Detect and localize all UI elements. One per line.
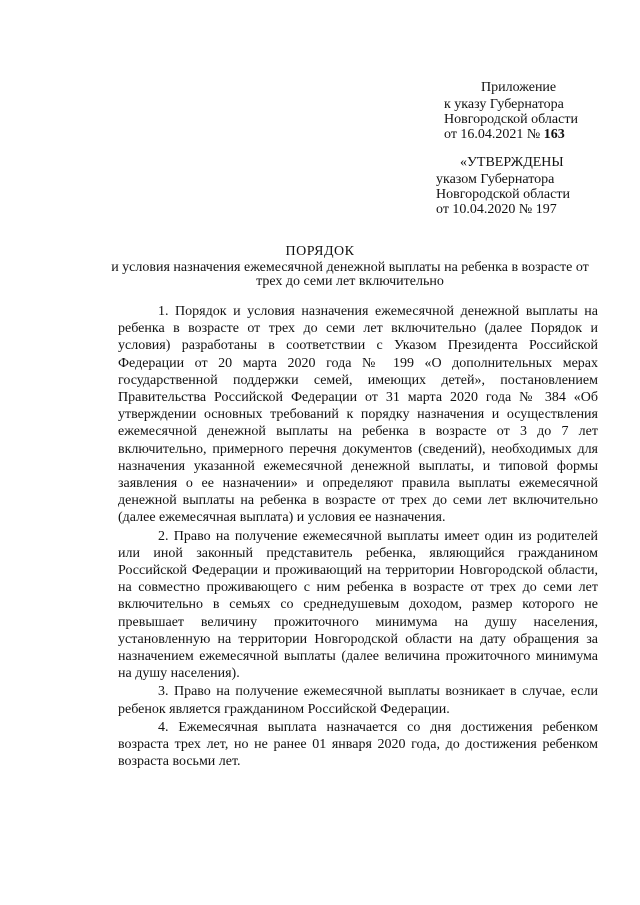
approved-line-2: Новгородской области [436,187,570,202]
approved-line-1: указом Губернатора [436,172,555,187]
paragraph-3: 3. Право на получение ежемесячной выплаты возникает в случае, если ребенок является гражданином Российской Федерации. [118,684,598,717]
appendix-date-line [444,127,578,142]
approved-line-3: от 10.04.2020 № 197 [436,202,557,217]
paragraph-1: 1. Порядок и условия назначения ежемесячной денежной выплаты на ребенка в возрасте от трех до семи лет включительно (далее Порядок и условия) разработаны в соответствии с Указом Президента Российской Федерации от 20 марта 2020 года № 199 «О дополнительных мерах государственной поддержки семей, имеющих детей», постановлением Правительства Российской Федерации от 31 марта 2020 года № 384 «Об утверждении основных требований к порядку назначения и осуществления ежемесячной денежной выплаты на ребенка в возрасте от 3 до 7 лет включительно, примерного перечня документов (сведений), необходимых для назначения указанной ежемесячной денежной выплаты, и типовой формы заявления о ее назначении» и определяют правила выплаты ежемесячной денежной выплаты на ребенка в возрасте от трех до семи лет включительно (далее ежемесячная выплата) и условия ее назначения. [118,304,598,526]
appendix-line-1: к указу Губернатора [444,97,564,112]
document-title: ПОРЯДОК [285,244,355,259]
approved-block [436,155,570,217]
paragraph-2: 2. Право на получение ежемесячной выплаты имеет один из родителей или иной законный представитель ребенка, являющийся гражданином Российской Федерации и проживающий на территории Новгородской области, на совместно проживающего с ним ребенка в возрасте от трех до семи лет включительно в семьях со среднедушевым доходом, размер которого не превышает величину прожиточного минимума на душу населения, установленную на территории Новгородской области на дату обращения за назначением ежемесячной выплаты (далее величина прожиточного минимума на душу населения). [118,528,598,682]
appendix-number: 163 [543,127,565,142]
appendix-title: Приложение [481,80,557,95]
approved-title: «УТВЕРЖДЕНЫ [460,155,564,170]
document-body [118,303,598,770]
appendix-date: от 16.04.2021 № [444,127,544,142]
appendix-block [444,80,578,142]
document-subtitle: и условия назначения ежемесячной денежной выплаты на ребенка в возрасте от трех до семи лет включительно [111,260,589,289]
appendix-line-2: Новгородской области [444,112,578,127]
paragraph-4: 4. Ежемесячная выплата назначается со дня достижения ребенком возраста трех лет, но не ранее 01 января 2020 года, до достижения ребенком возраста восьми лет. [118,719,598,770]
